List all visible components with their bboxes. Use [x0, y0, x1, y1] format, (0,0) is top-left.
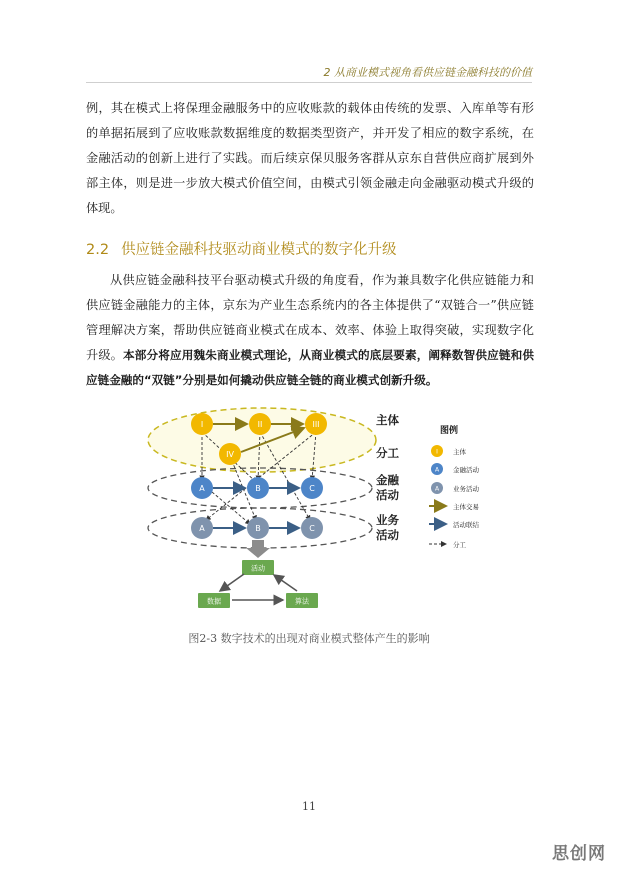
algorithm-box — [286, 593, 318, 608]
subject-node-1-label: I — [200, 420, 204, 429]
legend-item-subject-label: 主体 — [453, 448, 466, 456]
header-rule — [86, 82, 532, 83]
legend-item-link — [429, 520, 480, 529]
subject-node-2 — [249, 413, 271, 435]
subject-node-1 — [191, 413, 213, 435]
business-node-c-label: C — [309, 524, 315, 533]
figure-caption: 图2-3 数字技术的出现对商业模式整体产生的影响 — [188, 632, 430, 645]
subject-node-2-label: II — [257, 420, 263, 429]
finance-node-b — [247, 477, 269, 499]
algorithm-box-label: 算法 — [295, 597, 309, 606]
legend-item-division — [429, 540, 467, 549]
legend-item-trade — [429, 502, 479, 511]
section-title: 供应链金融科技驱动商业模式的数字化升级 — [121, 242, 397, 258]
subject-node-4 — [219, 443, 241, 465]
paragraph-2-text: 从供应链金融科技平台驱动模式升级的角度看，作为兼具数字化供应链能力和供应链金融能力的主体，京东为产业生态系统内的各主体提供了“双链合一”供应链管理解决方案，帮助供应链商业模式在成本、效率、体验上取得突破，实现数字化升级。 — [86, 273, 534, 362]
business-node-b-label: B — [255, 524, 261, 533]
legend-item-subject-symbol: I — [436, 448, 438, 456]
triangle-arrows — [220, 574, 297, 600]
legend-item-trade-label: 主体交易 — [453, 503, 479, 511]
legend-item-finance — [431, 463, 480, 475]
finance-node-c-label: C — [309, 484, 315, 493]
paragraph-2-bold: 本部分将应用魏朱商业模式理论，从商业模式的底层要素，阐释数智供应链和供应链金融的“双链”分别是如何撬动供应链全链的商业模式创新升级。 — [86, 348, 534, 387]
layer-label-finance-line2: 活动 — [376, 488, 399, 502]
legend-item-finance-symbol: A — [434, 466, 440, 474]
data-box — [198, 593, 230, 608]
finance-node-b-label: B — [255, 484, 261, 493]
layer-label-business-line2: 活动 — [376, 528, 399, 542]
legend-item-subject — [431, 445, 467, 457]
paragraph-2 — [86, 268, 534, 393]
finance-node-a — [191, 477, 213, 499]
watermark: 思创网 — [552, 844, 606, 864]
business-node-a — [191, 517, 213, 539]
legend-item-business — [431, 482, 480, 494]
layer-label-business — [376, 513, 399, 542]
activity-box — [242, 560, 274, 575]
activity-box-label: 活动 — [251, 564, 265, 573]
legend-item-division-label: 分工 — [453, 541, 466, 549]
finance-node-a-label: A — [199, 484, 205, 493]
finance-node-c — [301, 477, 323, 499]
running-header: 2 从商业模式视角看供应链金融科技的价值 — [323, 66, 532, 79]
layer-label-business-line1: 业务 — [376, 513, 399, 527]
legend-item-link-label: 活动联结 — [453, 521, 479, 529]
subject-node-4-label: IV — [226, 450, 234, 459]
section-heading — [86, 238, 397, 259]
business-node-c — [301, 517, 323, 539]
layer-label-subject: 主体 — [376, 413, 399, 427]
down-arrow-icon — [246, 540, 270, 558]
business-node-a-label: A — [199, 524, 205, 533]
legend-item-business-label: 业务活动 — [453, 485, 479, 493]
legend — [429, 424, 480, 549]
layer-label-finance — [376, 473, 399, 502]
layer-label-division: 分工 — [376, 446, 399, 460]
legend-item-finance-label: 金融活动 — [453, 466, 479, 474]
subject-node-3-label: III — [312, 420, 320, 429]
page-number: 11 — [302, 800, 316, 813]
layer-label-finance-line1: 金融 — [376, 473, 399, 487]
paragraph-1: 例，其在模式上将保理金融服务中的应收账款的载体由传统的发票、入库单等有形的单据拓展到了应收账款数据维度的数据类型资产，并开发了相应的数字系统，在金融活动的创新上进行了实践。而后续京保贝服务客群从京东自营供应商扩展到外部主体，则是进一步放大模式价值空间，由模式引领金融走向金融驱动模式升级的体现。 — [86, 101, 534, 215]
section-number: 2.2 — [86, 242, 110, 258]
business-node-b — [247, 517, 269, 539]
legend-item-business-symbol: A — [434, 485, 440, 493]
business-model-figure — [140, 402, 540, 620]
subject-node-3 — [305, 413, 327, 435]
data-box-label: 数据 — [207, 597, 221, 606]
legend-title: 图例 — [440, 426, 459, 436]
